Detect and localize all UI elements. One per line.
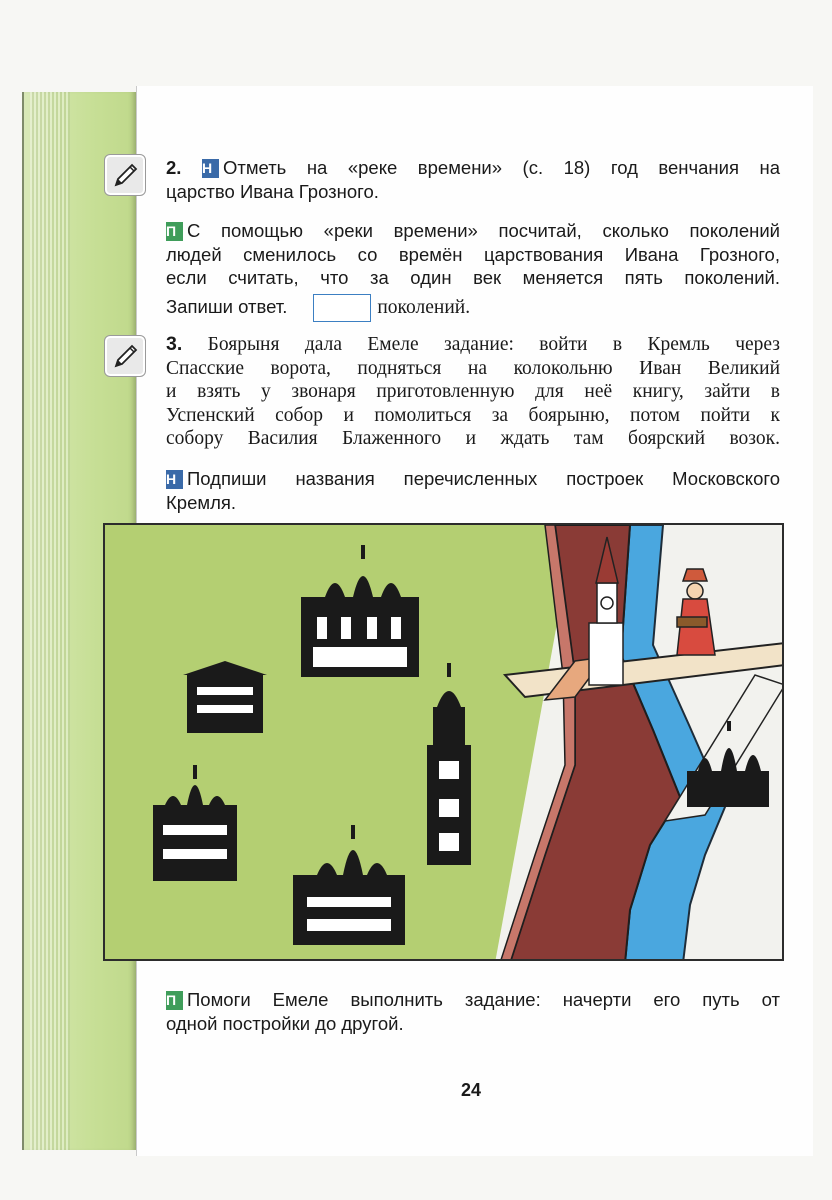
terem-palace-icon — [183, 661, 267, 733]
task-3-line-1 — [166, 333, 780, 357]
task-2-p-badge: П — [166, 222, 183, 241]
task-3-text-3: и взять у звонаря приготовленную для неё книгу, зайти в — [166, 381, 780, 402]
task-2-text-line-1: Отметь на «реке времени» (с. 18) год венчания на — [222, 157, 781, 178]
task-3-n-block — [166, 467, 780, 514]
pencil-icon — [104, 335, 146, 377]
generations-suffix: поколений. — [377, 296, 471, 318]
task-3-text-2: Спасские ворота, подняться на колокольню Иван Великий — [166, 357, 780, 379]
task-2-number: 2. — [166, 157, 182, 178]
task-3-text-1: Боярыня дала Емеле задание: войти в Кремль через — [207, 334, 781, 355]
task-2-p-text-2: людей сменилось со времён царствования Ивана Грозного, — [166, 243, 780, 265]
answer-box[interactable] — [313, 294, 371, 322]
task-3-p-block — [166, 988, 780, 1035]
task-3-p-text-2: одной постройки до другой. — [166, 1012, 404, 1034]
task-2-p-block — [166, 219, 780, 322]
task-3-text-5: собору Василия Блаженного и ждать там боярский возок. — [166, 428, 780, 449]
task-2-answer-line — [166, 294, 780, 322]
task-2-line-1 — [166, 156, 780, 180]
pencil-icon — [104, 154, 146, 196]
task-2-p-line-1 — [166, 219, 780, 243]
task-3-n-line-1 — [166, 467, 780, 491]
task-3-p-text-1: Помоги Емеле выполнить задание: начерти его путь от — [187, 989, 780, 1010]
kremlin-map — [105, 525, 784, 961]
write-answer-label: Запиши ответ. — [166, 295, 288, 317]
task-3-n-text-2: Кремля. — [166, 491, 237, 513]
task-2-n-badge: Н — [202, 159, 219, 178]
task-3-number: 3. — [166, 333, 183, 355]
task-3-n-text-1: Подпиши названия перечисленных построек Московского — [187, 468, 780, 489]
task-3-block — [166, 333, 780, 451]
task-3-text-4: Успенский собор и помолиться за боярыню, потом пойти к — [166, 404, 780, 426]
task-2-block — [166, 156, 780, 203]
task-3-n-badge: Н — [166, 470, 183, 489]
task-2-p-text-1: С помощью «реки времени» посчитай, сколько поколений — [187, 220, 780, 241]
page-number: 24 — [461, 1080, 482, 1100]
kremlin-illustration — [103, 523, 784, 961]
task-3-p-badge: П — [166, 991, 183, 1010]
task-2-text-line-2: царство Ивана Грозного. — [166, 180, 379, 202]
task-3-p-line-1 — [166, 988, 780, 1012]
task-2-p-text-3: если считать, что за один век меняется пять поколений. — [166, 267, 780, 288]
